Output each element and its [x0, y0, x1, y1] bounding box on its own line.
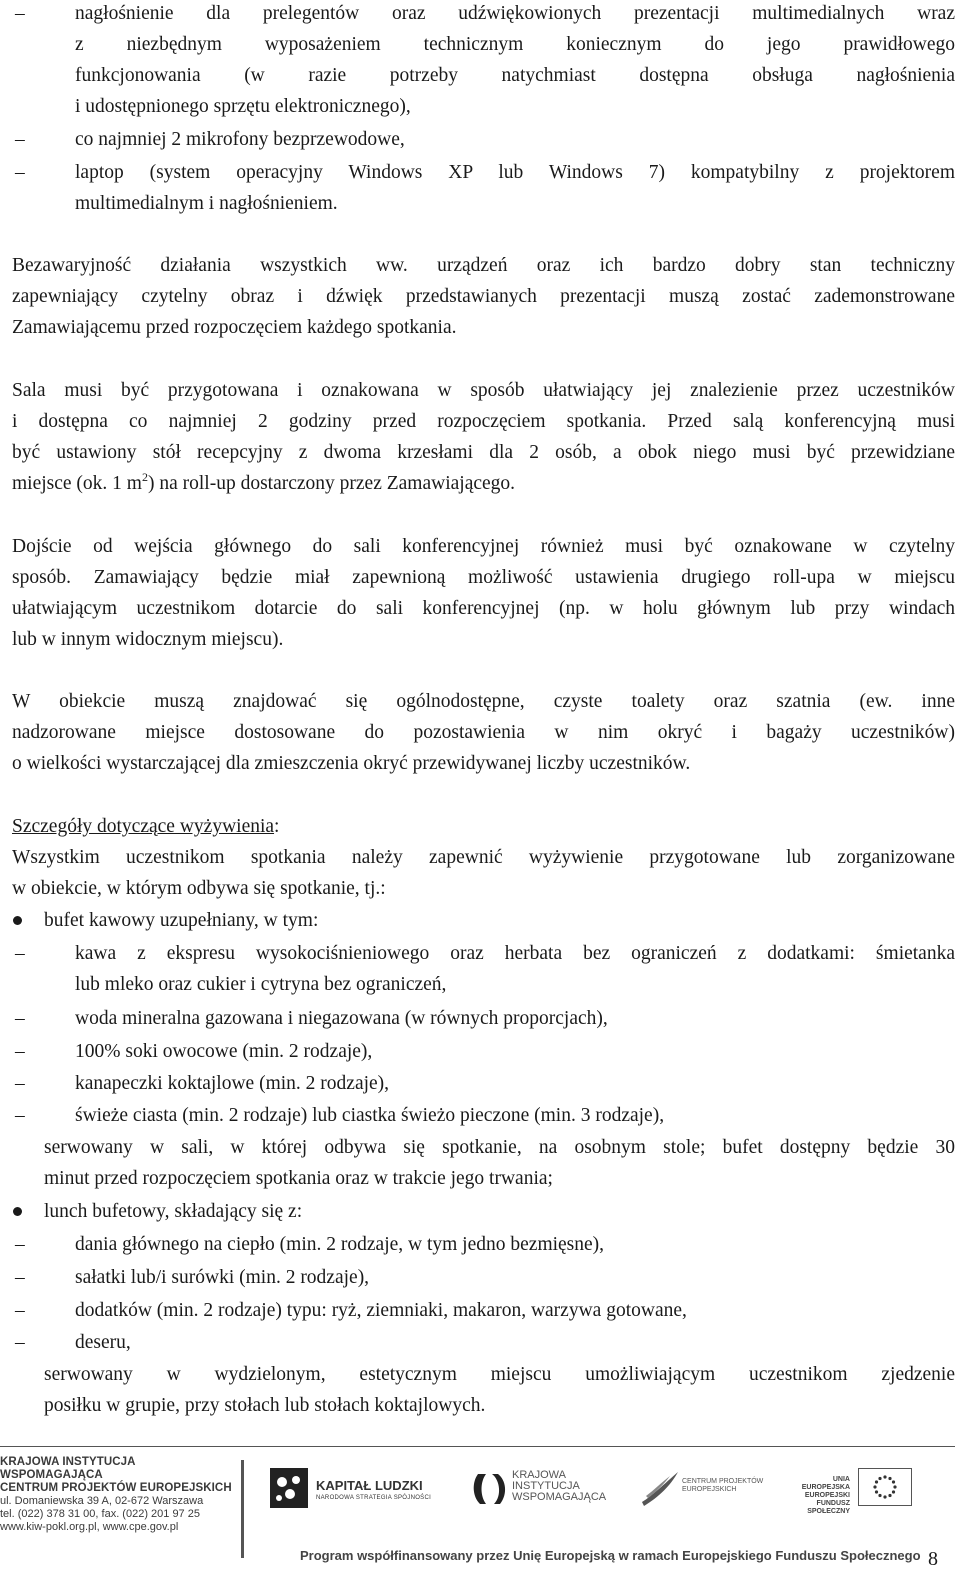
paragraph-line: Sala musi być przygotowana i oznakowana w sposób ułatwiający jej znalezienie przez uczestników — [12, 380, 955, 401]
page-number: 8 — [928, 1548, 938, 1570]
paragraph-line: Bezawaryjność działania wszystkich ww. urządzeń oraz ich bardzo dobry stan techniczny — [12, 255, 955, 276]
paragraph-line: ułatwiającym uczestnikom dotarcie do sali konferencyjnej (np. w holu głównym lub przy windach — [12, 598, 955, 619]
dash-bullet-icon: – — [15, 1234, 25, 1255]
list-heading: lunch bufetowy, składający się z: — [44, 1201, 303, 1222]
list-item: świeże ciasta (min. 2 rodzaje) lub ciastka świeżo pieczone (min. 3 rodzaje), — [75, 1105, 665, 1126]
org-website: www.kiw-pokl.org.pl, www.cpe.gov.pl — [0, 1521, 179, 1533]
round-bullet-icon — [13, 1207, 22, 1216]
footer-separator — [241, 1460, 244, 1558]
paragraph-line: o wielkości wystarczającej dla zmieszczenia okryć przewidywanej liczby uczestników. — [12, 753, 691, 774]
list-item: dania głównego na ciepło (min. 2 rodzaje, w tym jedno bezmięsne), — [75, 1234, 605, 1255]
paragraph-line: nadzorowane miejsce dostosowane do pozostawienia w nim okryć i bagaży uczestników) — [12, 722, 955, 743]
footer-divider — [0, 1446, 955, 1447]
list-item-line: funkcjonowania (w razie potrzeby natychmiast dostępna obsługa nagłośnienia — [75, 65, 955, 86]
kapital-ludzki-logo-icon — [270, 1468, 308, 1508]
dash-bullet-icon: – — [15, 943, 25, 964]
list-note-line: minut przed rozpoczęciem spotkania oraz w trakcie jego trwania; — [44, 1168, 553, 1189]
round-bullet-icon — [13, 916, 22, 925]
org-subname: CENTRUM PROJEKTÓW EUROPEJSKICH — [0, 1482, 232, 1494]
paragraph-line: być ustawiony stół recepcyjny z dwoma krzesłami dla 2 osób, a obok niego musi być przewidziane — [12, 442, 955, 463]
paragraph-line: zapewniający czytelny obraz i dźwięk przedstawianych prezentacji muszą zostać zademonstrowane — [12, 286, 955, 307]
superscript: 2 — [141, 470, 148, 484]
section-heading: Szczegóły dotyczące wyżywienia: — [12, 816, 280, 837]
footer — [0, 1448, 960, 1570]
list-item-line: kawa z ekspresu wysokociśnieniowego oraz herbata bez ograniczeń z dodatkami: śmietanka — [75, 943, 955, 964]
paragraph-line: miejsce (ok. 1 $m^2$) na roll-up dostarczony przez Zamawiającego. — [12, 470, 516, 494]
list-item-line: multimedialnym i nagłośnieniem. — [75, 193, 338, 214]
dash-bullet-icon: – — [15, 1008, 25, 1029]
dash-bullet-icon: – — [15, 129, 25, 150]
dash-bullet-icon: – — [15, 1073, 25, 1094]
list-item-line: laptop (system operacyjny Windows XP lub Windows 7) kompatybilny z projektorem — [75, 162, 955, 183]
org-address: ul. Domaniewska 39 A, 02-672 Warszawa — [0, 1495, 204, 1507]
dash-bullet-icon: – — [15, 1300, 25, 1321]
kiw-logo-icon — [470, 1470, 508, 1508]
list-item: deseru, — [75, 1332, 131, 1353]
paragraph-line: lub w innym widocznym miejscu). — [12, 629, 284, 650]
kapital-ludzki-title: KAPITAŁ LUDZKI — [316, 1478, 423, 1493]
paragraph-line: Wszystkim uczestnikom spotkania należy zapewnić wyżywienie przygotowane lub zorganizowane — [12, 847, 955, 868]
list-note-line: serwowany w wydzielonym, estetycznym miejscu umożliwiającym uczestnikom zjedzenie — [44, 1364, 955, 1385]
list-note-line: serwowany w sali, w której odbywa się spotkanie, na osobnym stole; bufet dostępny będzie 30 — [44, 1137, 955, 1158]
kapital-ludzki-subtitle: NARODOWA STRATEGIA SPÓJNOŚCI — [316, 1495, 432, 1501]
program-cofinancing-note: Program współfinansowany przez Unię Europejską w ramach Europejskiego Funduszu Społecznego — [300, 1548, 921, 1563]
list-item-line: z niezbędnym wyposażeniem technicznym koniecznym do jego prawidłowego — [75, 34, 955, 55]
paragraph-line: sposób. Zamawiający będzie miał zapewnioną możliwość ustawienia drugiego roll-upa w miejscu — [12, 567, 955, 588]
org-name: KRAJOWA INSTYTUCJA WSPOMAGAJĄCA — [0, 1456, 136, 1481]
paragraph-line: W obiekcie muszą znajdować się ogólnodostępne, czyste toalety oraz szatnia (ew. inne — [12, 691, 955, 712]
dash-bullet-icon: – — [15, 1105, 25, 1126]
eu-logo-text: UNIA EUROPEJSKA EUROPEJSKI FUNDUSZ SPOŁECZNY — [801, 1476, 850, 1515]
cpe-logo-text: CENTRUM PROJEKTÓW EUROPEJSKICH — [682, 1478, 764, 1493]
dash-bullet-icon: – — [15, 1267, 25, 1288]
org-address-block — [0, 1456, 235, 1534]
dash-bullet-icon: – — [15, 1041, 25, 1062]
list-item: sałatki lub/i surówki (min. 2 rodzaje), — [75, 1267, 370, 1288]
list-item: co najmniej 2 mikrofony bezprzewodowe, — [75, 129, 405, 150]
list-item-line: i udostępnionego sprzętu elektronicznego), — [75, 96, 411, 117]
list-item: dodatków (min. 2 rodzaje) typu: ryż, ziemniaki, makaron, warzywa gotowane, — [75, 1300, 687, 1321]
kiw-logo-text: KRAJOWA INSTYTUCJA WSPOMAGAJĄCA — [512, 1469, 607, 1503]
paragraph-line: w obiekcie, w którym odbywa się spotkanie, tj.: — [12, 878, 386, 899]
cpe-swoosh-logo-icon — [640, 1468, 680, 1508]
org-phone: tel. (022) 378 31 00, fax. (022) 201 97 25 — [0, 1508, 200, 1520]
list-item: 100% soki owocowe (min. 2 rodzaje), — [75, 1041, 373, 1062]
dash-bullet-icon: – — [15, 3, 25, 24]
list-item-line: nagłośnienie dla prelegentów oraz udźwiękowionych prezentacji multimedialnych wraz — [75, 3, 955, 24]
paragraph-line: Dojście od wejścia głównego do sali konferencyjnej również musi być oznakowane w czytelny — [12, 536, 955, 557]
paragraph-line: i dostępna co najmniej 2 godziny przed rozpoczęciem spotkania. Przed salą konferencyjną musi — [12, 411, 955, 432]
list-item: woda mineralna gazowana i niegazowana (w równych proporcjach), — [75, 1008, 608, 1029]
paragraph-line: Zamawiającemu przed rozpoczęciem każdego spotkania. — [12, 317, 457, 338]
list-item-line: lub mleko oraz cukier i cytryna bez ograniczeń, — [75, 974, 447, 995]
list-note-line: posiłku w grupie, przy stołach lub stołach koktajlowych. — [44, 1395, 486, 1416]
dash-bullet-icon: – — [15, 1332, 25, 1353]
eu-flag-icon — [858, 1468, 912, 1506]
list-heading: bufet kawowy uzupełniany, w tym: — [44, 910, 319, 931]
list-item: kanapeczki koktajlowe (min. 2 rodzaje), — [75, 1073, 390, 1094]
dash-bullet-icon: – — [15, 162, 25, 183]
